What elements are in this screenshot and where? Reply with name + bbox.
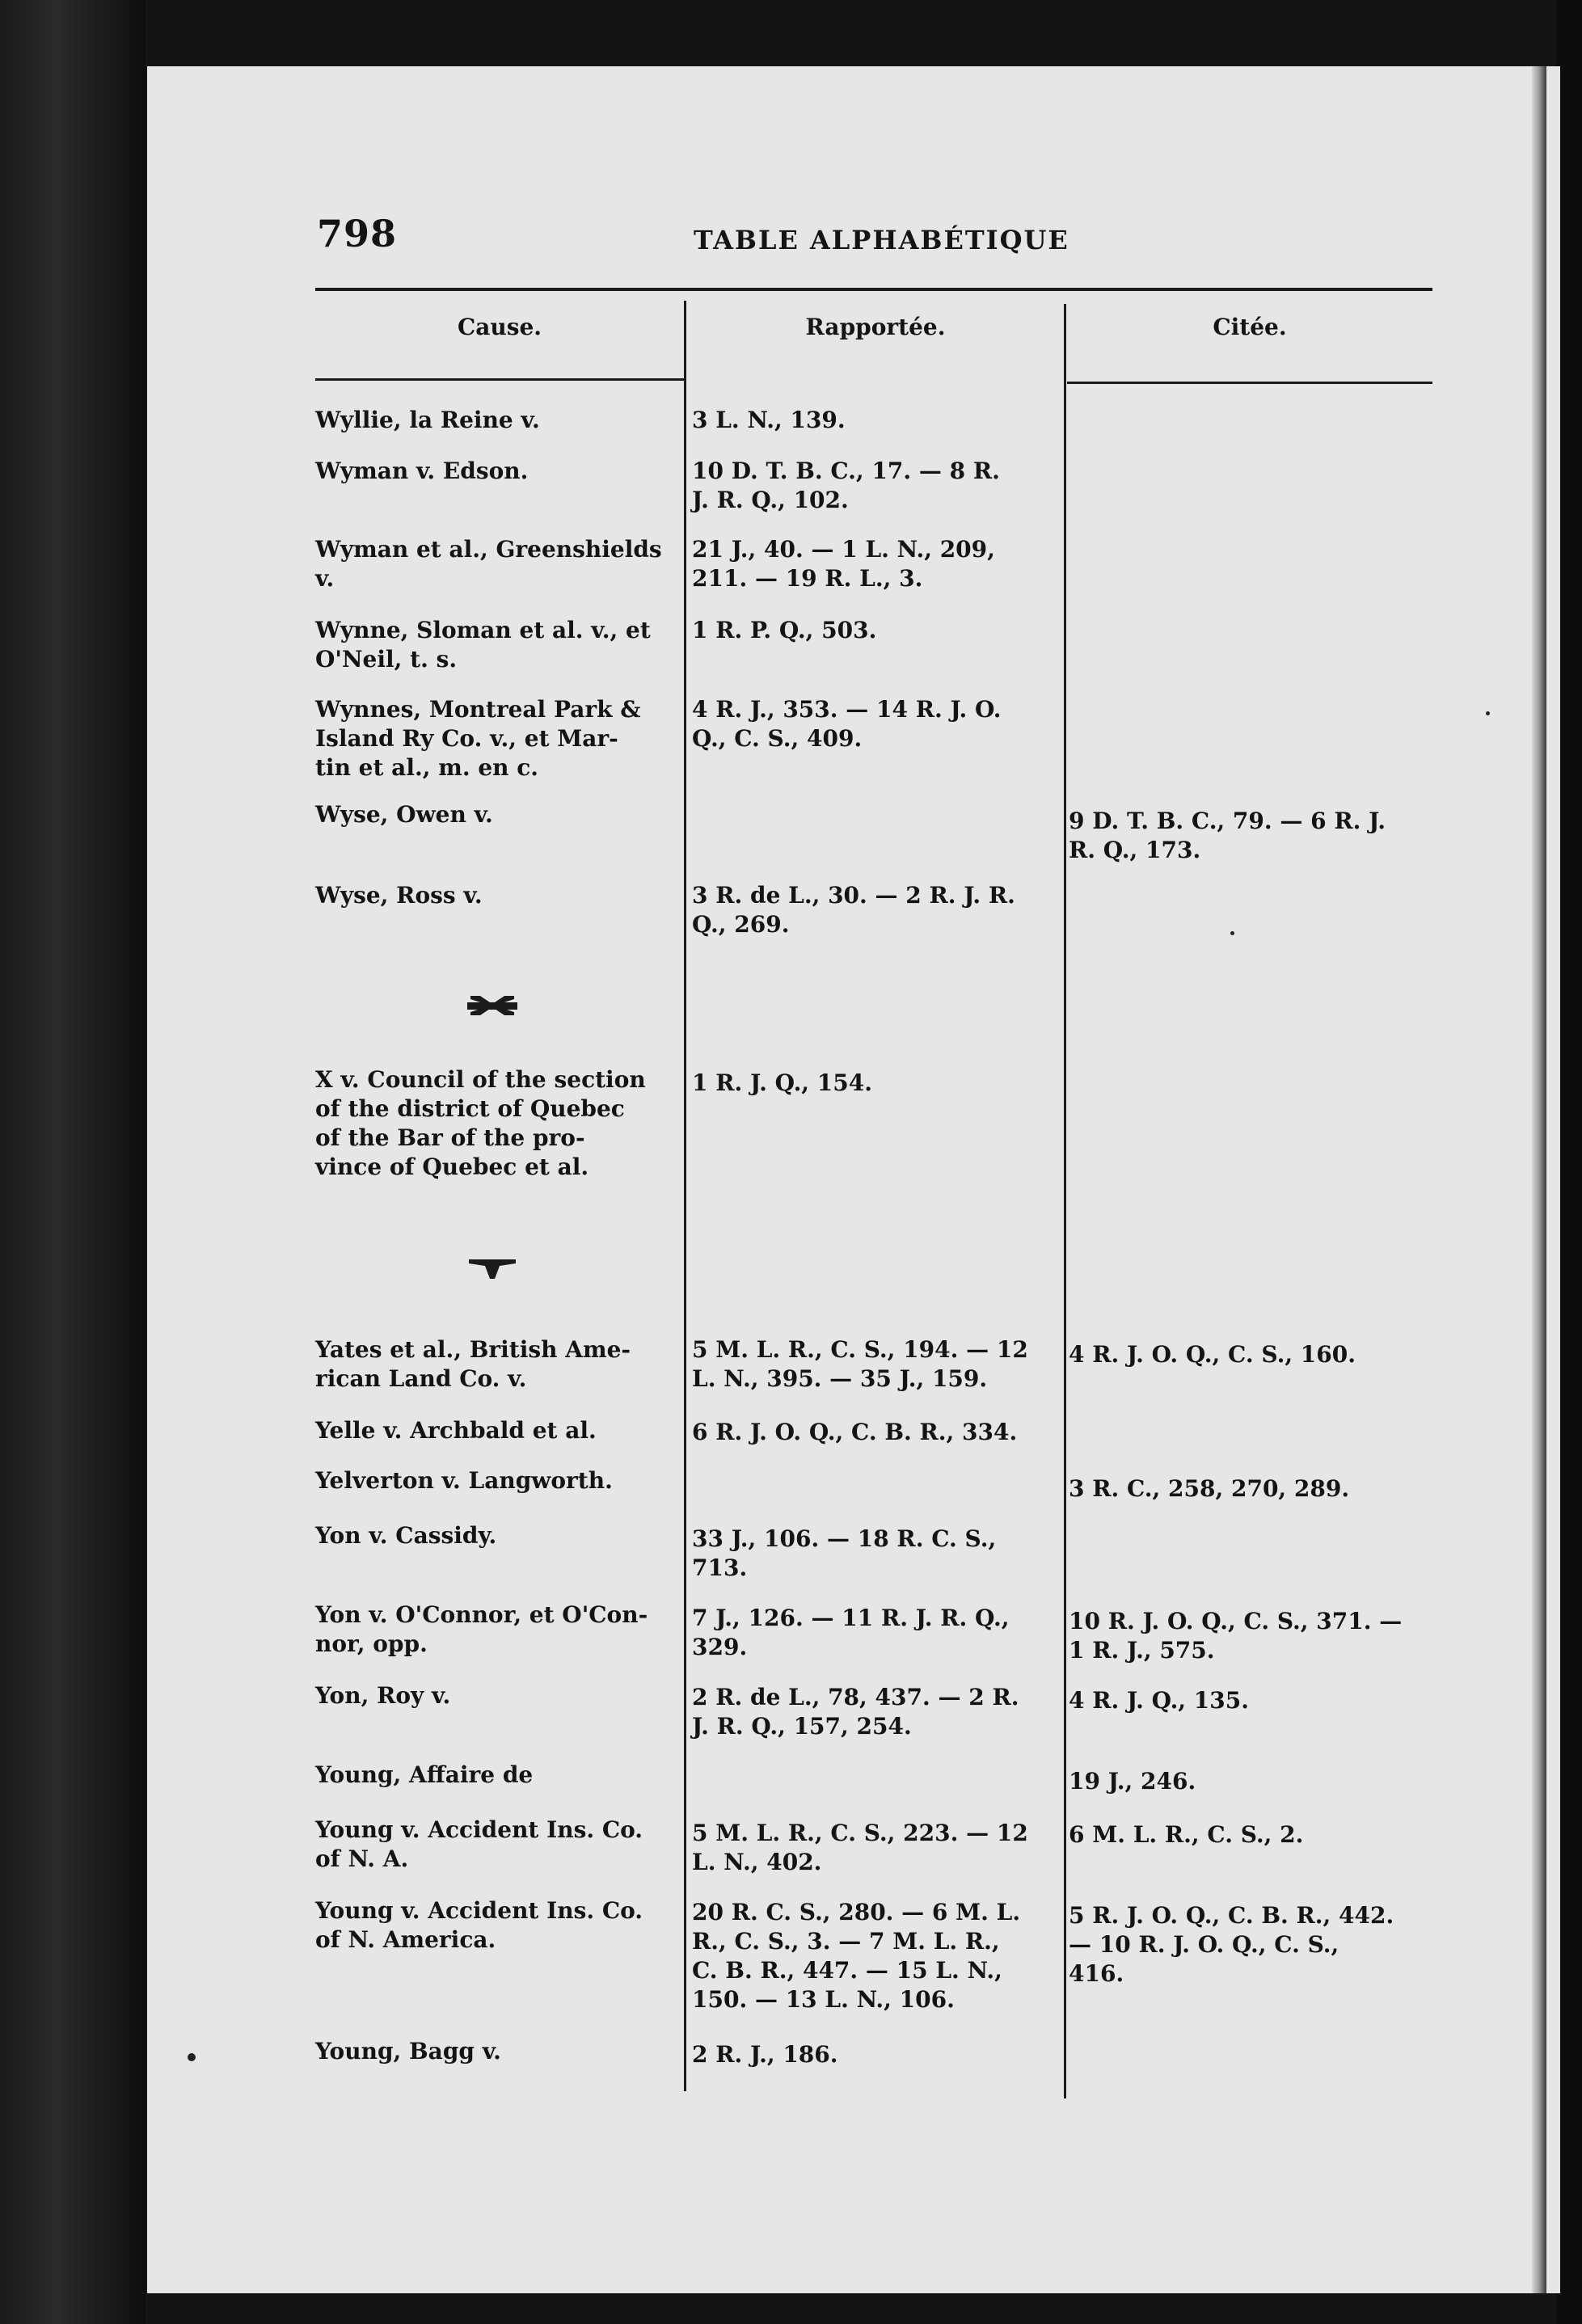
- running-title: TABLE ALPHABÉTIQUE: [694, 225, 1069, 255]
- column-divider-1: [684, 301, 686, 2091]
- entry-citee: 4 R. J. Q., 135.: [1069, 1687, 1250, 1714]
- entry-cause: Yon v. O'Connor, et O'Con- nor, opp.: [315, 1601, 648, 1657]
- entry-rapportee: 7 J., 126. — 11 R. J. R. Q., 329.: [692, 1605, 1010, 1660]
- entry-citee: 9 D. T. B. C., 79. — 6 R. J. R. Q., 173.: [1069, 808, 1386, 863]
- entry-cause: Wynnes, Montreal Park & Island Ry Co. v., et Mar- tin et al., m. en c.: [315, 696, 641, 781]
- entry-rapportee: 3 R. de L., 30. — 2 R. J. R. Q., 269.: [692, 882, 1015, 938]
- entry-rapportee: 20 R. C. S., 280. — 6 M. L. R., C. S., 3. — 7 M. L. R., C. B. R., 447. — 15 L. N., 150. — 13 L. N., 106.: [692, 1899, 1021, 2013]
- section-y-ornament: [467, 1258, 517, 1280]
- entry-cause: Wyllie, la Reine v.: [315, 407, 540, 433]
- entry-cause: Yelverton v. Langworth.: [315, 1467, 613, 1494]
- entry-cause: Wyman v. Edson.: [315, 458, 529, 484]
- column-header-citee: Citée.: [1213, 314, 1287, 340]
- film-speck: [1230, 931, 1234, 935]
- entry-cause: Young, Affaire de: [315, 1761, 534, 1788]
- entry-cause: Wynne, Sloman et al. v., et O'Neil, t. s.: [315, 617, 651, 673]
- entry-rapportee: 2 R. J., 186.: [692, 2041, 838, 2068]
- microfilm-left-margin: [0, 0, 146, 2324]
- entry-citee: 5 R. J. O. Q., C. B. R., 442. — 10 R. J. O. Q., C. S., 416.: [1069, 1902, 1394, 1987]
- header-bottom-rule-right: [1067, 382, 1432, 384]
- entry-cause: Yon, Roy v.: [315, 1682, 451, 1709]
- entry-rapportee: 21 J., 40. — 1 L. N., 209, 211. — 19 R. L., 3.: [692, 536, 995, 592]
- entry-cause: Yon v. Cassidy.: [315, 1522, 497, 1549]
- header-bottom-rule-left: [315, 378, 684, 381]
- entry-citee: 6 M. L. R., C. S., 2.: [1069, 1821, 1304, 1848]
- entry-citee: 19 J., 246.: [1069, 1768, 1196, 1795]
- entry-cause: Young v. Accident Ins. Co. of N. America.: [315, 1897, 643, 1953]
- entry-citee: 4 R. J. O. Q., C. S., 160.: [1069, 1341, 1356, 1368]
- entry-rapportee: 10 D. T. B. C., 17. — 8 R. J. R. Q., 102.: [692, 458, 1000, 513]
- entry-rapportee: 1 R. J. Q., 154.: [692, 1069, 873, 1096]
- column-header-rapportee: Rapportée.: [805, 314, 946, 340]
- film-speck: [1486, 711, 1490, 715]
- entry-cause: Wyse, Ross v.: [315, 882, 483, 909]
- entry-cause: Yelle v. Archbald et al.: [315, 1417, 597, 1444]
- entry-rapportee: 2 R. de L., 78, 437. — 2 R. J. R. Q., 157, 254.: [692, 1684, 1019, 1740]
- entry-citee: 10 R. J. O. Q., C. S., 371. — 1 R. J., 575.: [1069, 1608, 1403, 1664]
- entry-rapportee: 33 J., 106. — 18 R. C. S., 713.: [692, 1525, 997, 1581]
- entry-rapportee: 3 L. N., 139.: [692, 407, 846, 433]
- entry-cause: Wyman et al., Greenshields v.: [315, 536, 662, 592]
- entry-cause: Young v. Accident Ins. Co. of N. A.: [315, 1816, 643, 1872]
- entry-cause: Young, Bagg v.: [315, 2038, 501, 2065]
- header-top-rule: [315, 288, 1432, 291]
- page-number: 798: [317, 212, 398, 255]
- entry-cause: Yates et al., British Ame- rican Land Co. v.: [315, 1336, 631, 1392]
- column-divider-2: [1064, 304, 1066, 2098]
- entry-rapportee: 1 R. P. Q., 503.: [692, 617, 877, 643]
- entry-rapportee: 4 R. J., 353. — 14 R. J. O. Q., C. S., 409.: [692, 696, 1002, 752]
- entry-citee: 3 R. C., 258, 270, 289.: [1069, 1475, 1350, 1502]
- entry-rapportee: 5 M. L. R., C. S., 223. — 12 L. N., 402.: [692, 1820, 1028, 1875]
- entry-cause: X v. Council of the section of the district of Quebec of the Bar of the pro- vince of Quebec et al.: [315, 1066, 646, 1180]
- column-header-cause: Cause.: [457, 314, 542, 340]
- entry-cause: Wyse, Owen v.: [315, 801, 493, 828]
- entry-rapportee: 5 M. L. R., C. S., 194. — 12 L. N., 395. — 35 J., 159.: [692, 1336, 1028, 1392]
- entry-rapportee: 6 R. J. O. Q., C. B. R., 334.: [692, 1419, 1018, 1445]
- film-speck: [188, 2053, 196, 2061]
- page-fold-edge: [1532, 66, 1546, 2293]
- section-x-ornament: [467, 994, 517, 1017]
